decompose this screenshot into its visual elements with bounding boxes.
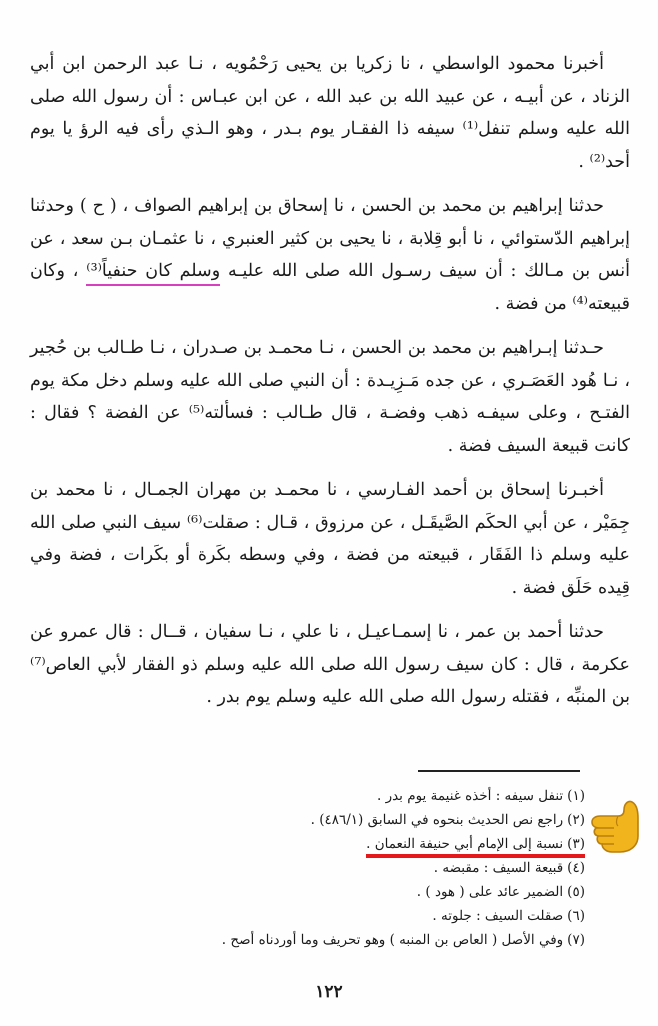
footnote-7 <box>120 928 585 952</box>
footnotes <box>120 784 585 952</box>
footnote-text: وفي الأصل ( العاص بن المنبه ) وهو تحريف وما أوردناه أصح . <box>221 932 564 948</box>
footnote-1 <box>120 784 585 808</box>
footnote-text: الضمير عائد على ( هود ) . <box>416 884 564 900</box>
paragraph-5: حدثنا أحمد بن عمر ، نا إسمـاعيـل ، نا علي ، نـا سفيان ، قــال : قال عمرو عن عكرمة ، قال : كان سيف رسول الله صلى الله عليه وسلم ذو الفقار لأبي العاص⁽⁷⁾ بن المنبِّه ، فقتله رسول الله صلى الله عليه وسلم يوم بدر . <box>30 622 630 707</box>
footnote-number: (٦) <box>567 908 585 924</box>
footnote-separator <box>418 770 580 772</box>
paragraph-3: حـدثنا إبـراهيم بن محمد بن الحسن ، نـا محمـد بن صـدران ، نـا طـالب بن حُجير ، نـا هُود العَصَـري ، عن جده مَـزِيـدة : أن النبي صلى الله عليه وسلم دخل مكة يوم الفتـح ، وعلى سيفـه ذهب وفضـة ، قال طـالب : فسألته⁽⁵⁾ عن الفضة ؟ فقال : كانت قبيعة السيف فضة . <box>30 338 630 456</box>
paragraph-2-start: حدثنا إبراهيم بن محمد بن الحسن ، نا إسحاق بن إبراهيم الصواف ، ( ح ) وحدثنا إبراهيم الدّستوائي ، نا أبو قِلابة ، نا يحيى بن كثير العنبري ، نا عثمـان بـن سعد ، عن أنس بن مـالك : أن سيف رسـول الله صلى الله عليـه <box>30 196 630 281</box>
footnote-text: صقلت السيف : جلوته . <box>432 908 564 924</box>
main-text <box>30 48 630 726</box>
footnote-number: (٤) <box>567 860 585 876</box>
footnote-text: راجع نص الحديث بنحوه في السابق (٤٨٦/١) . <box>310 812 564 828</box>
footnote-number: (٢) <box>567 812 585 828</box>
pointing-hand-icon <box>588 792 644 858</box>
paragraph-4: أخبـرنا إسحاق بن أحمد الفـارسي ، نا محمـد بن مهران الجمـال ، نا محمد بن جِمَيْر ، عن أبي الحكَم الصَّيقَـل ، عن مرزوق ، قـال : صقلت⁽⁶⁾ سيف النبي صلى الله عليه وسلم ذا الفَقَار ، قبيعته من فضة ، وفي وسطه بكَرة أو بكَرات ، فضة وفي قِيده حَلَق فضة . <box>30 480 630 598</box>
footnote-5 <box>120 880 585 904</box>
footnote-number: (٥) <box>567 884 585 900</box>
footnote-3 <box>120 832 585 856</box>
footnote-number: (١) <box>567 788 585 804</box>
footnote-number: (٧) <box>567 932 585 948</box>
footnote-text: نسبة إلى الإمام أبي حنيفة النعمان . <box>366 836 564 852</box>
paragraph-2-end: ، وكان قبيعته⁽⁴⁾ من فضة . <box>30 261 630 314</box>
footnote-4 <box>120 856 585 880</box>
footnote-6 <box>120 904 585 928</box>
paragraph-1: أخبرنا محمود الواسطي ، نا زكريا بن يحيى رَحْمُويه ، نـا عبد الرحمن ابن أبي الزناد ، عن أبيـه ، عن عبيد الله بن عبد الله ، عن ابن عبـاس : أن رسول الله صلى الله عليه وسلم تنفل⁽¹⁾ سيفه ذا الفقـار يوم بـدر ، وهو الـذي رأى فيه الرؤ يا يوم أحد⁽²⁾ . <box>30 54 630 172</box>
footnote-number: (٣) <box>567 836 585 852</box>
footnote-text: قبيعة السيف : مقبضه . <box>433 860 564 876</box>
page-number: ١٢٢ <box>315 982 343 1002</box>
paragraph-2 <box>30 190 630 320</box>
pink-underlined-phrase: وسلم كان حنفياً⁽³⁾ <box>86 261 220 286</box>
red-underlined-footnote <box>366 836 585 858</box>
footnote-text: تنفل سيفه : أخذه غنيمة يوم بدر . <box>376 788 564 804</box>
footnote-2 <box>120 808 585 832</box>
